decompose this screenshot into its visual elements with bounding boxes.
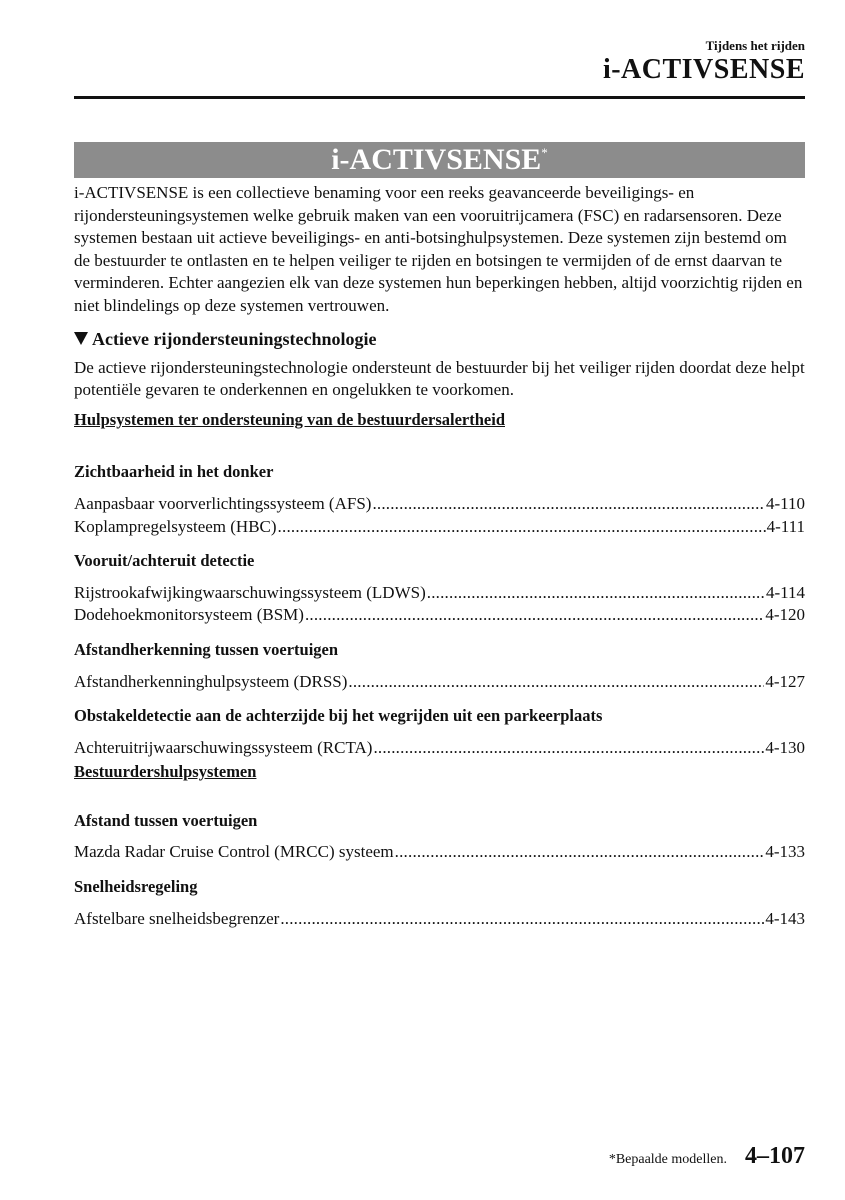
subsection-paragraph: De actieve rijondersteuningstechnologie ondersteunt de bestuurder bij het veiliger rijden doordat deze helpt potentiële gevaren te onderkennen en ongelukken te voorkomen. — [74, 357, 805, 400]
toc-entry[interactable] — [74, 737, 805, 760]
intro-paragraph: i-ACTIVSENSE is een collectieve benaming voor een reeks geavanceerde beveiligings- en rijondersteuningsystemen welke gebruik maken van een vooruitrijcamera (FSC) en radarsensoren. Deze systemen bestaan uit actieve beveiligings- en anti-botsinghulpsystemen. Deze systemen zijn bestemd om de bestuurder te ontlasten en te helpen veiliger te rijden en botsingen te vermijden of de ernst daarvan te verminderen. Echter aangezien elk van deze systemen hun beperkingen hebben, altijd voorzichtig rijden en niet blindelings op deze systemen vertrouwen. — [74, 183, 803, 315]
toc-dot-leader — [373, 737, 764, 760]
toc-section-heading: Bestuurdershulpsystemen — [74, 762, 257, 782]
toc-group-heading: Zichtbaarheid in het donker — [74, 462, 274, 482]
page-title-band — [74, 142, 805, 178]
toc-dot-leader — [427, 582, 765, 605]
toc-entry-page: 4-143 — [765, 908, 805, 928]
toc-entry-label: Mazda Radar Cruise Control (MRCC) systeem — [74, 842, 394, 862]
toc-entry[interactable] — [74, 908, 805, 931]
toc-dot-leader — [278, 516, 766, 539]
toc-entry-label: Dodehoekmonitorsysteem (BSM) — [74, 605, 304, 625]
toc-dot-leader — [305, 604, 764, 627]
toc-group-heading: Vooruit/achteruit detectie — [74, 551, 255, 571]
toc-entry-label: Afstandherkenninghulpsysteem (DRSS) — [74, 671, 348, 691]
toc-dot-leader — [372, 493, 765, 516]
page-title: i-ACTIVSENSE — [331, 143, 542, 176]
toc-entry-page: 4-111 — [766, 516, 805, 536]
toc-entry-page: 4-114 — [765, 582, 805, 602]
toc-entry-page: 4-120 — [765, 605, 805, 625]
toc-entry-label: Achteruitrijwaarschuwingssysteem (RCTA) — [74, 737, 373, 757]
toc-group-heading: Afstand tussen voertuigen — [74, 810, 258, 830]
toc-section-heading: Hulpsystemen ter ondersteuning van de bestuurdersalertheid — [74, 409, 505, 429]
toc-entry-label: Afstelbare snelheidsbegrenzer — [74, 908, 280, 928]
toc-entry-label: Rijstrookafwijkingwaarschuwingssysteem (LDWS) — [74, 582, 426, 602]
toc-entry-page: 4-127 — [765, 671, 805, 691]
toc-entry-label: Koplampregelsysteem (HBC) — [74, 516, 277, 536]
subsection-heading-text: Actieve rijondersteuningstechnologie — [92, 328, 377, 349]
page-content — [74, 182, 805, 930]
toc-entry-page: 4-130 — [765, 737, 805, 757]
running-header-chapter: i-ACTIVSENSE — [602, 54, 805, 85]
toc-entry-page: 4-133 — [765, 842, 805, 862]
toc-dot-leader — [280, 908, 764, 931]
header-rule — [74, 96, 805, 99]
toc-entry-label: Aanpasbaar voorverlichtingssysteem (AFS) — [74, 493, 372, 513]
toc-entry[interactable] — [74, 604, 805, 627]
toc-group-heading: Snelheidsregeling — [74, 877, 198, 897]
toc-entry-page: 4-110 — [765, 493, 805, 513]
toc-dot-leader — [348, 671, 764, 694]
toc-entry[interactable] — [74, 493, 805, 516]
triangle-bullet-icon — [74, 332, 88, 345]
toc-entry[interactable] — [74, 671, 805, 694]
toc-entry[interactable] — [74, 582, 805, 605]
title-footnote-mark: * — [541, 145, 548, 160]
running-header-section: Tijdens het rijden — [705, 38, 805, 53]
subsection-heading — [74, 327, 805, 351]
toc-entry[interactable] — [74, 841, 805, 864]
toc-dot-leader — [395, 841, 765, 864]
footnote: *Bepaalde modellen. — [608, 1152, 727, 1167]
toc-group-heading: Obstakeldetectie aan de achterzijde bij het wegrijden uit een parkeerplaats — [74, 706, 603, 726]
toc-entry[interactable] — [74, 516, 805, 539]
page-number: 4–107 — [745, 1143, 805, 1169]
table-of-contents — [74, 409, 805, 931]
toc-group-heading: Afstandherkenning tussen voertuigen — [74, 639, 339, 659]
